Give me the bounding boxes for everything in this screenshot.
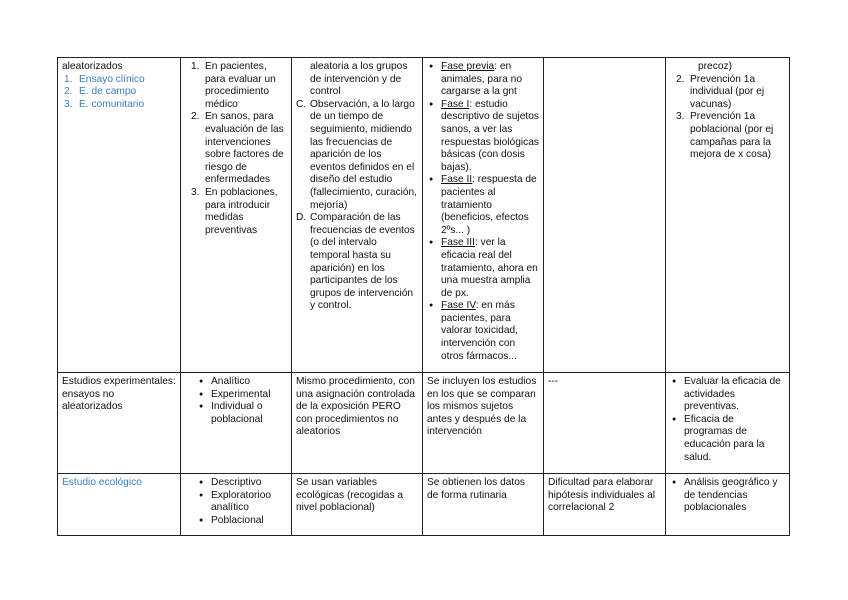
- list-item: 2. En sanos, para evaluación de las intervenciones sobre factores de riesgo de enfermedades: [191, 111, 284, 186]
- list-item: 1. En pacientes, para evaluar un procedimiento médico: [191, 61, 276, 110]
- list-item: 3. En poblaciones, para introducir medidas preventivas: [191, 186, 278, 236]
- list-item: ● Descriptivo: [197, 477, 287, 490]
- cell-phases: [423, 58, 544, 373]
- purpose-list: [185, 61, 287, 237]
- table-row: [58, 474, 790, 536]
- list-item: ● Individual o poblacional: [197, 401, 287, 426]
- cell-limitations: [544, 58, 666, 373]
- list-item: 1. Ensayo clínico: [64, 73, 145, 85]
- list-item: ● Analítico: [197, 376, 287, 389]
- cell-phases: Se obtienen los datos de forma rutinaria: [423, 474, 544, 536]
- cell-limitations: ---: [544, 373, 666, 474]
- list-item: ● Fase III: ver la eficacia real del tratamiento, ahora en una muestra amplia de px.: [427, 237, 539, 300]
- list-item: ● Fase I: estudio descriptivo de sujetos sanos, a ver las respuestas biológicas básicas (con dosis bajas).: [427, 99, 539, 175]
- cell-uses: [666, 58, 790, 373]
- list-item: D. Comparación de las frecuencias de eventos (o del intervalo temporal hasta su aparición) en los participantes de los grupos de intervención y control.: [296, 212, 415, 312]
- list-item: 2. Prevención 1a individual (por ej vacunas): [676, 73, 765, 110]
- procedure-list: [296, 99, 418, 313]
- phase-list: [427, 61, 539, 363]
- cell-procedure: Mismo procedimiento, con una asignación controlada de la exposición PERO con procedimientos no aleatorios: [292, 373, 423, 474]
- cell-text: precoz): [698, 61, 732, 72]
- list-item: ● Experimental: [197, 389, 287, 402]
- cell-characteristics: [181, 58, 292, 373]
- cell-procedure: [292, 58, 423, 373]
- list-item: 3. Prevención 1a poblacional (por ej campañas para la mejora de x cosa): [676, 111, 774, 161]
- cell-characteristics: [181, 474, 292, 536]
- cell-characteristics: [181, 373, 292, 474]
- uses-list: [670, 74, 785, 162]
- subtype-list: [62, 74, 176, 112]
- cell-uses: [666, 474, 790, 536]
- list-item: ● Exploratorioo analítico: [197, 490, 287, 515]
- cell-type: Estudio ecológico: [58, 474, 181, 536]
- list-item: 2. E. de campo: [64, 86, 137, 98]
- list-item: ● Fase previa: en animales, para no cargarse a la gnt: [427, 61, 539, 99]
- list-item: ● Evaluar la eficacia de actividades preventivas.: [670, 376, 785, 414]
- cell-uses: [666, 373, 790, 474]
- cell-heading: aleatorizados: [62, 61, 123, 72]
- cell-phases: Se incluyen los estudios en los que se comparan los mismos sujetos antes y después de la intervención: [423, 373, 544, 474]
- table-row: [58, 58, 790, 373]
- cell-type: [58, 58, 181, 373]
- list-item: C. Observación, a lo largo de un tiempo de seguimiento, midiendo las frecuencias de aparición de los eventos definidos en el diseño del estudio (fallecimiento, curación, mejoría): [296, 98, 418, 211]
- list-item: ● Eficacia de programas de educación para la salud.: [670, 414, 785, 464]
- table-row: [58, 373, 790, 474]
- list-item: ● Análisis geográfico y de tendencias poblacionales: [670, 477, 785, 515]
- cell-type: Estudios experimentales: ensayos no aleatorizados: [58, 373, 181, 474]
- cell-procedure: Se usan variables ecológicas (recogidas a nivel poblacional): [292, 474, 423, 536]
- cell-limitations: Dificultad para elaborar hipótesis individuales al correlacional 2: [544, 474, 666, 536]
- list-item: 3. E. comunitario: [64, 98, 145, 110]
- list-item: ● Fase IV: en más pacientes, para valorar toxicidad, intervención con otros fármacos...: [427, 300, 539, 363]
- list-item: ● Fase II: respuesta de pacientes al tratamiento (beneficios, efectos 2ºs... ): [427, 174, 539, 237]
- study-types-table: [57, 57, 790, 536]
- list-item: ● Poblacional: [197, 515, 287, 528]
- cell-text: aleatoria a los grupos de intervención y de control: [310, 61, 408, 98]
